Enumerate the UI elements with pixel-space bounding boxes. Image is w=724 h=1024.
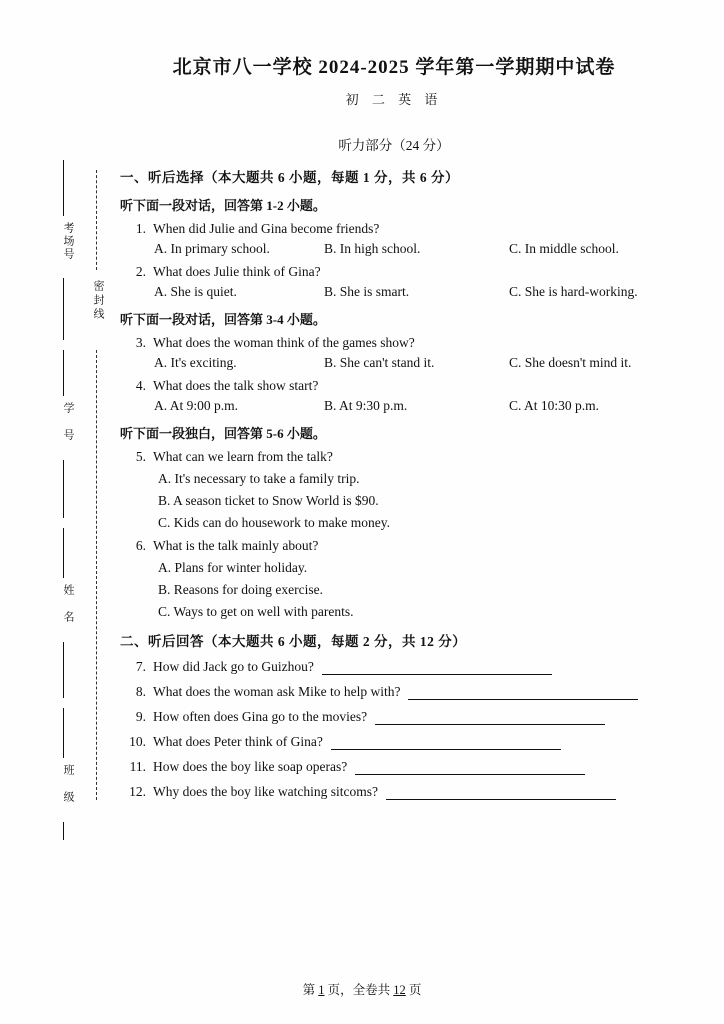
question-number: 11. (129, 759, 146, 774)
exam-content (120, 52, 668, 804)
option-c[interactable]: C. At 10:30 p.m. (509, 398, 600, 413)
divider-line (63, 350, 64, 396)
answer-blank[interactable] (331, 736, 561, 750)
footer-page-number: 1 (318, 983, 325, 997)
question-options (154, 355, 668, 371)
divider-line (63, 460, 64, 518)
footer-suffix: 页 (408, 983, 422, 997)
question-number: 1. (135, 221, 146, 236)
question-item (120, 709, 668, 725)
part-1-heading: 一、听后选择（本大题共 6 小题，每题 1 分，共 6 分） (120, 170, 459, 185)
answer-blank[interactable] (322, 661, 552, 675)
divider-line (63, 160, 64, 216)
option-a[interactable]: A. It's exciting. (154, 355, 237, 370)
question-item (120, 264, 668, 280)
footer-middle: 页，全卷共 (327, 983, 391, 997)
page-footer (0, 980, 724, 998)
option-b[interactable]: B. A season ticket to Snow World is $90. (158, 493, 379, 508)
question-text: What can we learn from the talk? (153, 449, 333, 464)
option-a[interactable]: A. She is quiet. (154, 284, 237, 299)
option-b[interactable]: B. At 9:30 p.m. (324, 398, 408, 413)
option-a[interactable]: A. It's necessary to take a family trip. (158, 471, 360, 486)
page-title: 北京市八一学校 2024-2025 学年第一学期期中试卷 (172, 57, 616, 78)
margin-info-strip (52, 160, 76, 840)
option-b[interactable]: B. She can't stand it. (324, 355, 435, 370)
margin-student-id-label: 学 号 (62, 402, 74, 442)
question-number: 10. (129, 734, 146, 749)
part-1-directive-1: 听下面一段对话，回答第 1-2 小题。 (120, 198, 326, 213)
question-text: What does Julie think of Gina? (153, 264, 321, 279)
margin-class-label: 班 级 (62, 764, 74, 804)
question-number: 8. (135, 684, 146, 699)
option-c[interactable]: C. In middle school. (509, 241, 619, 256)
question-text: What does Peter think of Gina? (153, 734, 323, 749)
option-c[interactable]: C. Ways to get on well with parents. (158, 604, 354, 619)
option-b[interactable]: B. In high school. (324, 241, 421, 256)
question-item (120, 335, 668, 351)
margin-name-label: 姓 名 (62, 584, 74, 624)
option-b[interactable]: B. Reasons for doing exercise. (158, 582, 323, 597)
option-c[interactable]: C. She doesn't mind it. (509, 355, 632, 370)
question-text: What is the talk mainly about? (153, 538, 319, 553)
question-item (120, 221, 668, 237)
part-1-directive-3: 听下面一段独白，回答第 5-6 小题。 (120, 426, 326, 441)
question-item (120, 784, 668, 800)
option-c[interactable]: C. She is hard-working. (509, 284, 638, 299)
question-number: 12. (129, 784, 146, 799)
question-number: 6. (135, 538, 146, 553)
question-text: What does the woman think of the games show? (153, 335, 415, 350)
part-2-heading: 二、听后回答（本大题共 6 小题，每题 2 分，共 12 分） (120, 634, 467, 649)
divider-line (63, 528, 64, 578)
question-text: How does the boy like soap operas? (153, 759, 348, 774)
footer-total-pages: 12 (393, 983, 406, 997)
question-text: Why does the boy like watching sitcoms? (153, 784, 378, 799)
listening-section-header: 听力部分（24 分） (338, 138, 450, 153)
question-item (120, 378, 668, 394)
part-1-directive-2: 听下面一段对话，回答第 3-4 小题。 (120, 312, 326, 327)
question-item (120, 684, 668, 700)
question-number: 7. (135, 659, 146, 674)
question-item (120, 449, 668, 465)
footer-prefix: 第 (302, 983, 316, 997)
answer-blank[interactable] (375, 711, 605, 725)
answer-blank[interactable] (386, 786, 616, 800)
question-number: 4. (135, 378, 146, 393)
question-number: 3. (135, 335, 146, 350)
question-item (120, 659, 668, 675)
question-text: What does the woman ask Mike to help with? (153, 684, 401, 699)
question-text: When did Julie and Gina become friends? (153, 221, 380, 236)
question-number: 2. (135, 264, 146, 279)
question-item (120, 538, 668, 554)
option-a[interactable]: A. At 9:00 p.m. (154, 398, 239, 413)
question-number: 5. (135, 449, 146, 464)
question-text: What does the talk show start? (153, 378, 319, 393)
option-a[interactable]: A. Plans for winter holiday. (158, 560, 308, 575)
margin-exam-room-label: 考场号 (62, 222, 74, 261)
answer-blank[interactable] (408, 686, 638, 700)
question-options (154, 241, 668, 257)
question-options (154, 398, 668, 414)
option-c[interactable]: C. Kids can do housework to make money. (158, 515, 390, 530)
question-options (154, 284, 668, 300)
seal-line-label: 密封线 (92, 280, 104, 322)
question-text: How did Jack go to Guizhou? (153, 659, 314, 674)
divider-line (63, 708, 64, 758)
answer-blank[interactable] (355, 761, 585, 775)
option-a[interactable]: A. In primary school. (154, 241, 270, 256)
page-subtitle: 初 二 英 语 (345, 92, 443, 107)
option-b[interactable]: B. She is smart. (324, 284, 410, 299)
seal-dashed-line-bottom (96, 350, 97, 800)
divider-line (63, 642, 64, 698)
seal-dashed-line-top (96, 170, 97, 270)
question-text: How often does Gina go to the movies? (153, 709, 368, 724)
question-item (120, 734, 668, 750)
question-item (120, 759, 668, 775)
divider-line (63, 822, 64, 840)
divider-line (63, 278, 64, 340)
question-number: 9. (135, 709, 146, 724)
